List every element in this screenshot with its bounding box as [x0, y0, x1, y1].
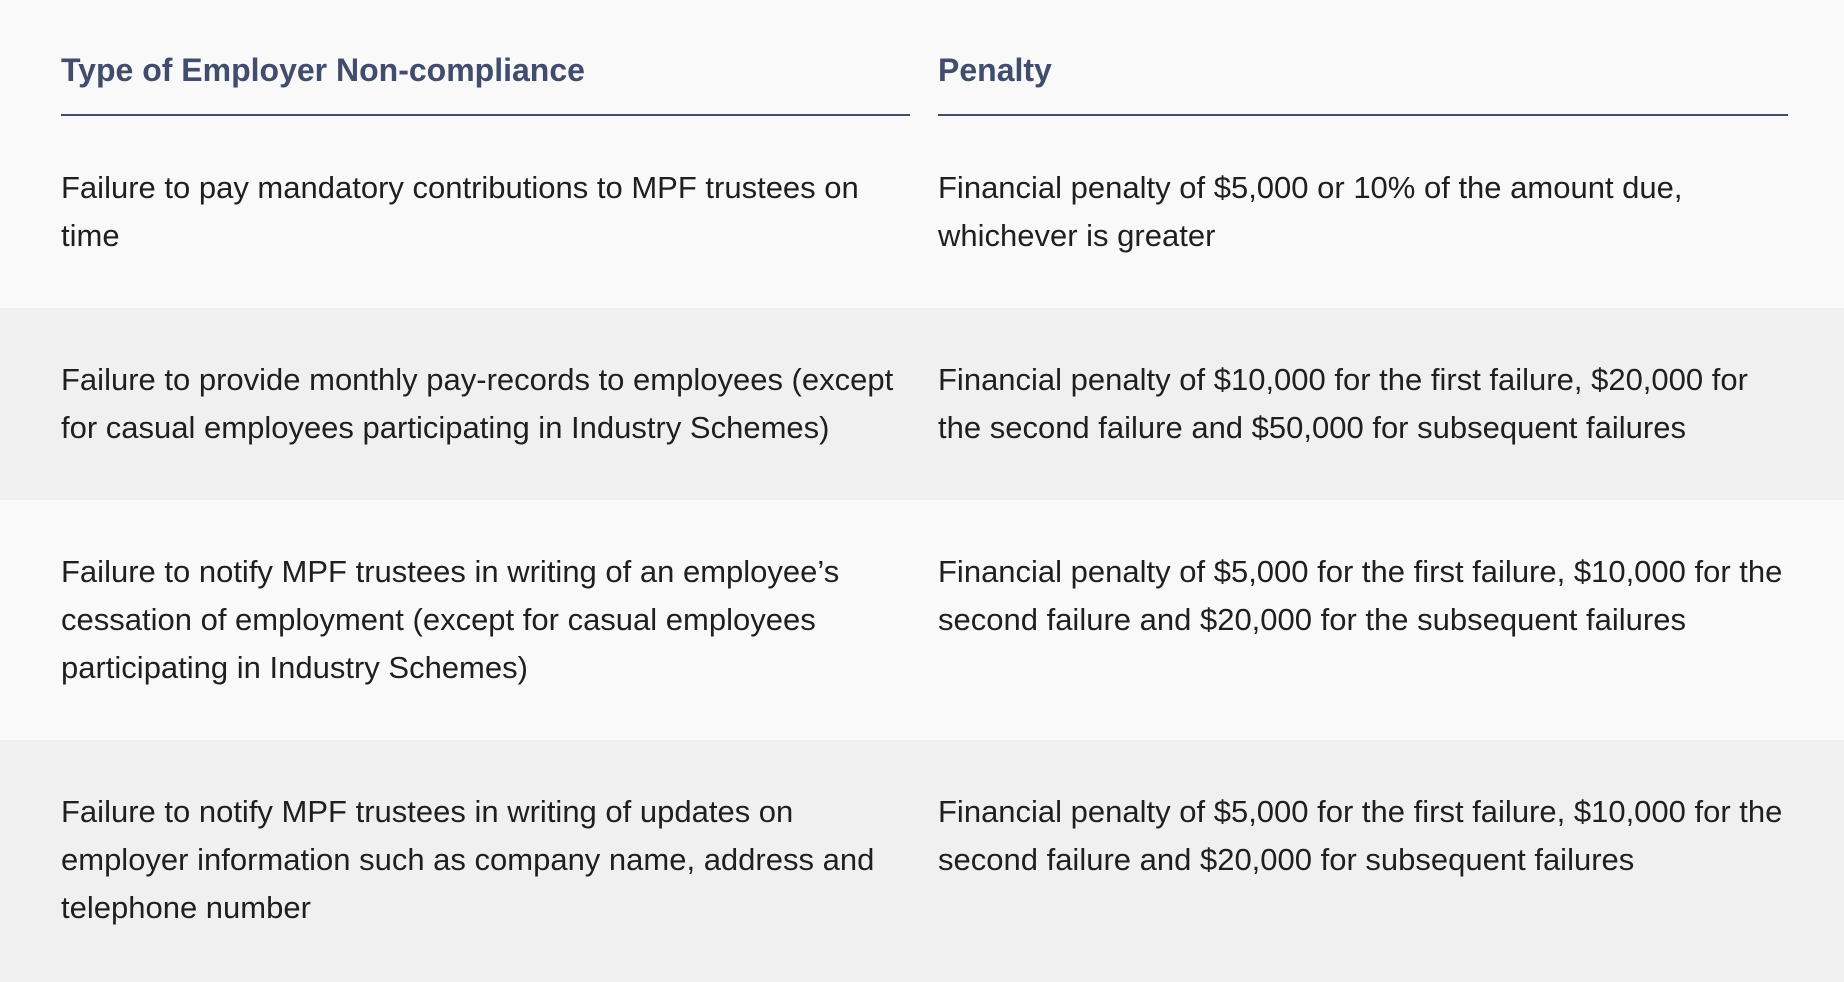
table-row: [0, 740, 1844, 982]
penalty-cell: Financial penalty of $5,000 for the first failure, $10,000 for the second failure and $20,000 for subsequent failures: [938, 794, 1783, 877]
table-row: [0, 308, 1844, 500]
penalty-cell: Financial penalty of $10,000 for the first failure, $20,000 for the second failure and $50,000 for subsequent failures: [938, 362, 1748, 445]
penalty-cell: Financial penalty of $5,000 or 10% of the amount due, whichever is greater: [938, 170, 1683, 253]
noncompliance-type-cell: Failure to provide monthly pay-records to employees (except for casual employees participating in Industry Schemes): [61, 362, 894, 445]
column-header-penalty: Penalty: [938, 50, 1788, 116]
noncompliance-type-cell: Failure to notify MPF trustees in writing of updates on employer information such as company name, address and telephone number: [61, 794, 875, 925]
column-header-noncompliance-type: Type of Employer Non-compliance: [61, 50, 910, 116]
table-header: [0, 0, 1844, 128]
noncompliance-type-cell: Failure to pay mandatory contributions to MPF trustees on time: [61, 170, 859, 253]
table-row: [0, 500, 1844, 740]
table-row: [0, 128, 1844, 308]
noncompliance-type-cell: Failure to notify MPF trustees in writing of an employee’s cessation of employment (except for casual employees participating in Industry Schemes): [61, 554, 840, 685]
penalty-cell: Financial penalty of $5,000 for the first failure, $10,000 for the second failure and $20,000 for the subsequent failures: [938, 554, 1783, 637]
